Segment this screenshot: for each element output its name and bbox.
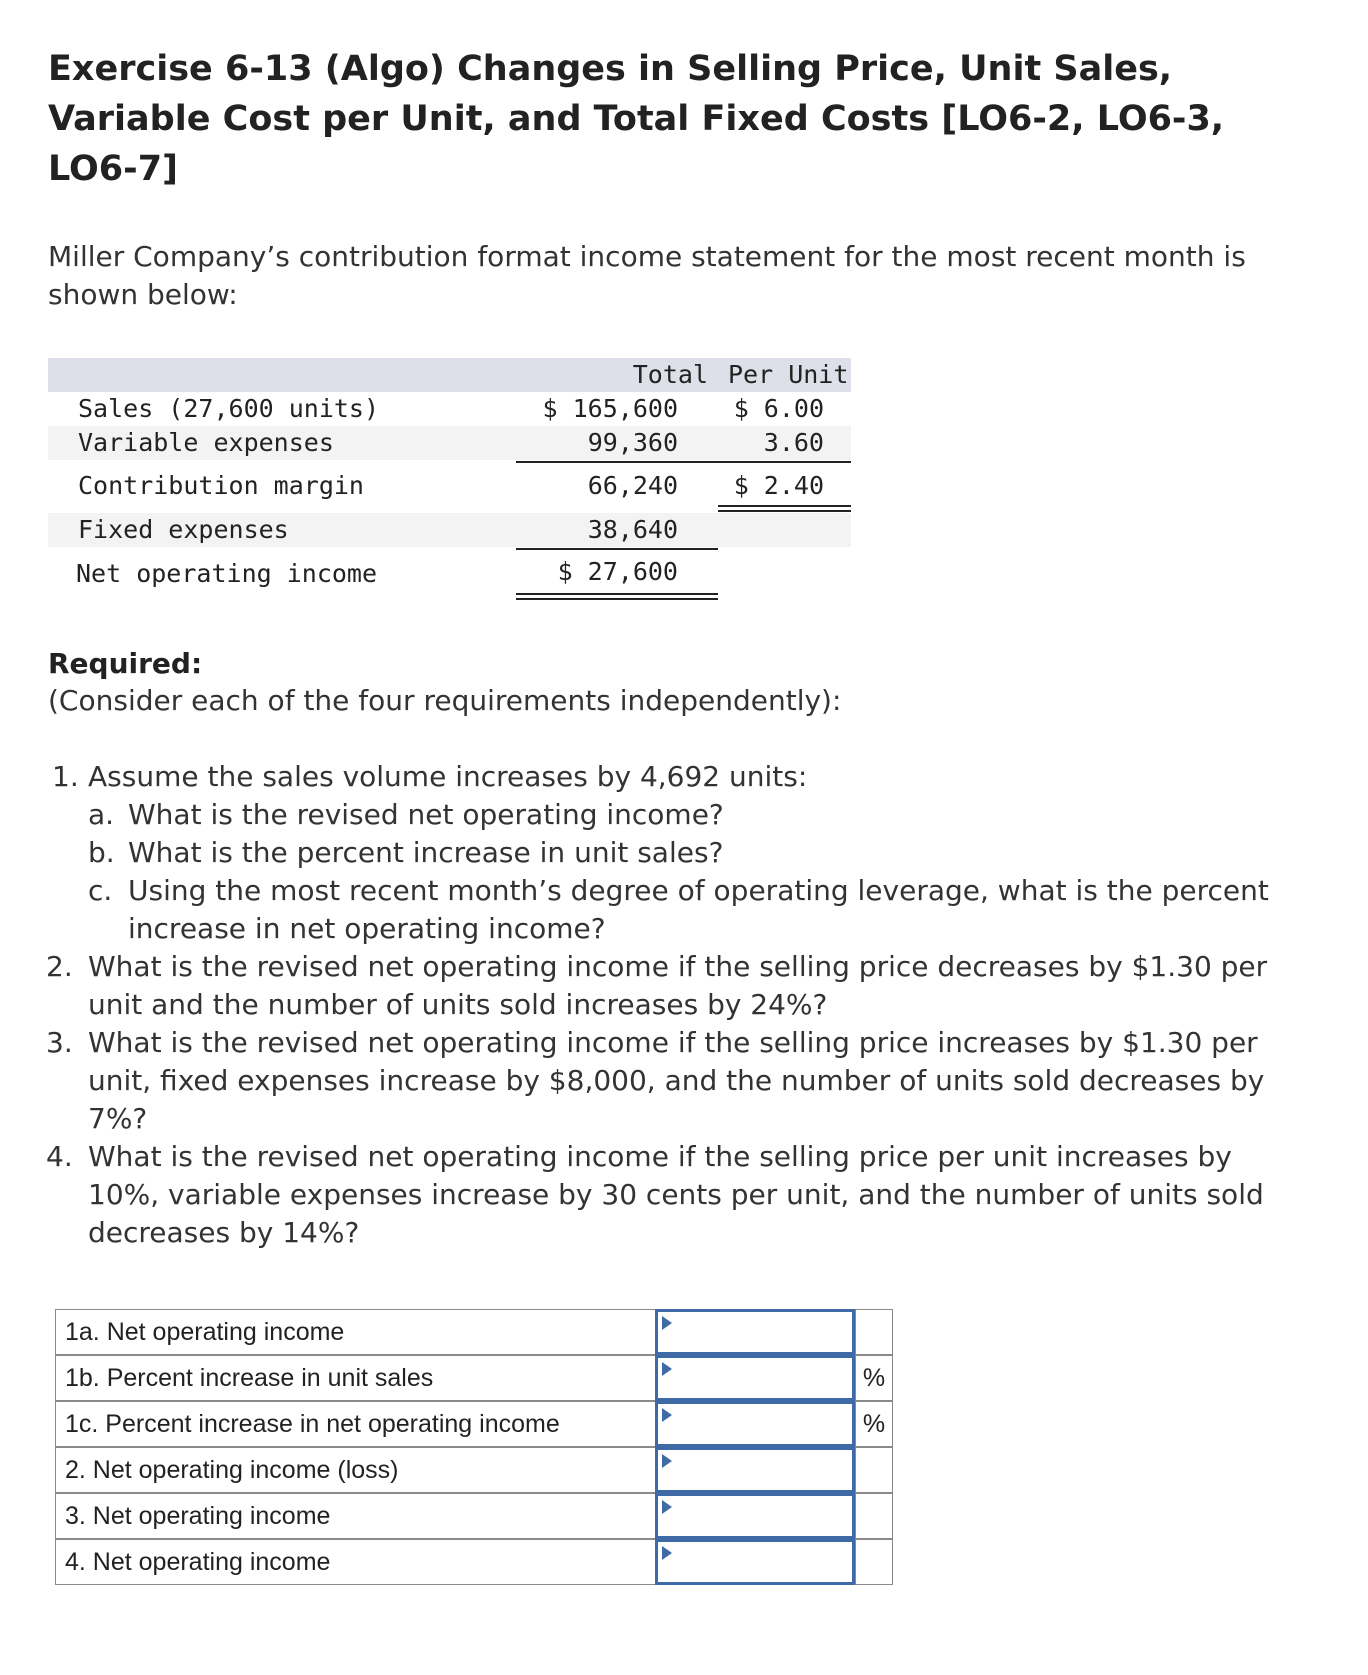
required-note: (Consider each of the four requirements independently): bbox=[48, 684, 842, 717]
row-per-unit-sales: $ 6.00 bbox=[733, 394, 824, 423]
answer-row bbox=[55, 1401, 893, 1447]
answer-table bbox=[55, 1309, 893, 1585]
answer-unit bbox=[855, 1309, 893, 1355]
answer-1c-input[interactable] bbox=[658, 1404, 852, 1444]
row-label-contribution: Contribution margin bbox=[78, 471, 364, 500]
answer-label: 2. Net operating income (loss) bbox=[55, 1447, 656, 1493]
answer-2-input[interactable] bbox=[658, 1450, 852, 1490]
answer-3-input[interactable] bbox=[658, 1496, 852, 1536]
answer-unit bbox=[855, 1447, 893, 1493]
answer-unit bbox=[855, 1539, 893, 1585]
header-per-unit: Per Unit bbox=[728, 360, 849, 389]
row-label-fixed: Fixed expenses bbox=[78, 515, 289, 544]
answer-label: 4. Net operating income bbox=[55, 1539, 656, 1585]
answer-unit: % bbox=[855, 1401, 893, 1447]
row-total-variable: 99,360 bbox=[587, 428, 678, 457]
row-total-fixed: 38,640 bbox=[587, 515, 678, 544]
answer-input-cell bbox=[655, 1355, 855, 1401]
flag-icon bbox=[662, 1408, 672, 1422]
answer-4-input[interactable] bbox=[658, 1542, 852, 1582]
answer-row bbox=[55, 1493, 893, 1539]
subtotal-rule bbox=[516, 461, 851, 463]
row-total-sales: $ 165,600 bbox=[542, 394, 678, 423]
answer-unit: % bbox=[855, 1355, 893, 1401]
flag-icon bbox=[662, 1316, 672, 1330]
flag-icon bbox=[662, 1546, 672, 1560]
answer-input-cell bbox=[655, 1401, 855, 1447]
row-per-unit-variable: 3.60 bbox=[763, 428, 824, 457]
per-unit-double-rule-top bbox=[718, 505, 851, 507]
per-unit-double-rule-bottom bbox=[718, 510, 851, 512]
answer-label: 3. Net operating income bbox=[55, 1493, 656, 1539]
required-heading: Required: bbox=[48, 647, 203, 680]
flag-icon bbox=[662, 1362, 672, 1376]
page-title: Exercise 6-13 (Algo) Changes in Selling Price, Unit Sales, Variable Cost per Unit, and Total Fixed Costs [LO6-2, LO6-3, LO6-7] bbox=[48, 49, 1225, 189]
row-label-sales: Sales (27,600 units) bbox=[78, 394, 380, 423]
answer-input-cell bbox=[655, 1309, 855, 1355]
answer-input-cell bbox=[655, 1539, 855, 1585]
answer-input-cell bbox=[655, 1493, 855, 1539]
total-double-rule-top bbox=[516, 593, 718, 595]
answer-label: 1c. Percent increase in net operating income bbox=[55, 1401, 656, 1447]
income-statement bbox=[48, 358, 851, 610]
answer-row bbox=[55, 1355, 893, 1401]
row-total-contribution: 66,240 bbox=[587, 471, 678, 500]
row-label-net: Net operating income bbox=[76, 559, 378, 588]
answer-row bbox=[55, 1447, 893, 1493]
row-label-variable: Variable expenses bbox=[78, 428, 334, 457]
answer-label: 1a. Net operating income bbox=[55, 1309, 656, 1355]
subtotal-rule bbox=[516, 548, 718, 550]
answer-unit bbox=[855, 1493, 893, 1539]
row-per-unit-contribution: $ 2.40 bbox=[733, 471, 824, 500]
answer-row bbox=[55, 1539, 893, 1585]
flag-icon bbox=[662, 1500, 672, 1514]
row-total-net: $ 27,600 bbox=[557, 557, 678, 586]
answer-1a-input[interactable] bbox=[658, 1312, 852, 1352]
answer-label: 1b. Percent increase in unit sales bbox=[55, 1355, 656, 1401]
answer-1b-input[interactable] bbox=[658, 1358, 852, 1398]
flag-icon bbox=[662, 1454, 672, 1468]
answer-input-cell bbox=[655, 1447, 855, 1493]
header-total: Total bbox=[632, 360, 708, 389]
answer-row bbox=[55, 1309, 893, 1355]
intro-text: Miller Company’s contribution format income statement for the most recent month is shown below: bbox=[48, 240, 1246, 311]
total-double-rule-bottom bbox=[516, 598, 718, 600]
